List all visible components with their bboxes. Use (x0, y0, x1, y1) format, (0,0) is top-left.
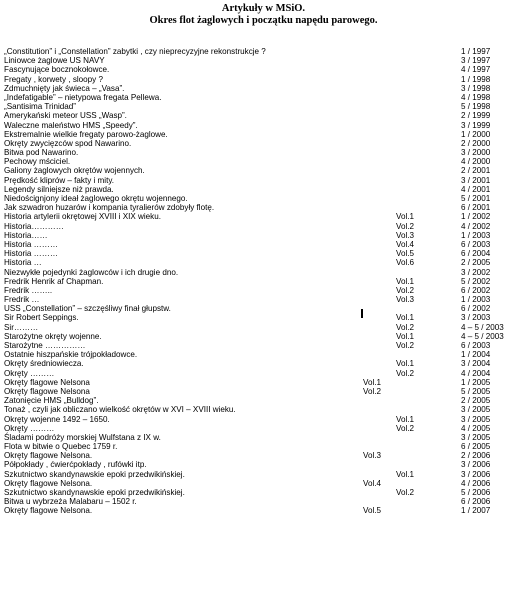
article-title: Waleczne maleństwo HMS „Speedy”. (4, 120, 138, 130)
article-issue: 6 / 2003 (461, 341, 491, 350)
article-row (0, 488, 527, 497)
article-title: Legendy silniejsze niż prawda. (4, 184, 114, 194)
article-issue: 1 / 2005 (461, 377, 491, 387)
article-volume: Vol.6 (396, 258, 415, 268)
article-issue: 1 / 2004 (461, 350, 491, 360)
article-title: Sir……… (4, 322, 39, 332)
article-row (0, 341, 527, 350)
article-volume: Vol.4 (396, 239, 415, 249)
article-title: Okręty flagowe Nelsona (4, 377, 90, 387)
article-row (0, 460, 527, 469)
article-title: Ekstremalnie wielkie fregaty parowo-żaglowe. (4, 129, 168, 139)
article-row (0, 479, 527, 488)
article-issue: 5 / 1998 (461, 102, 491, 112)
article-issue: 3 / 2006 (461, 469, 491, 479)
article-title: Flota w bitwie o Quebec 1759 r. (4, 442, 118, 452)
article-title: Historia………… (4, 221, 64, 231)
article-volume: Vol.2 (396, 322, 415, 332)
article-row (0, 470, 527, 479)
article-list (0, 47, 527, 516)
article-issue: 1 / 2002 (461, 212, 491, 222)
article-issue: 1 / 2003 (461, 295, 491, 305)
article-volume: Vol.3 (396, 230, 415, 240)
article-row (0, 102, 527, 111)
article-row (0, 415, 527, 424)
article-title: Pechowy mściciel. (4, 157, 71, 167)
article-issue: 2 / 2005 (461, 396, 491, 406)
article-issue: 4 / 1998 (461, 92, 491, 102)
article-title: Bitwa pod Nawarino. (4, 148, 79, 158)
article-volume: Vol.1 (396, 469, 415, 479)
article-title: USS „Constellation” – szczęśliwy finał głupstw. (4, 304, 171, 314)
article-issue: 4 – 5 / 2003 (461, 322, 504, 332)
article-volume: Vol.1 (396, 276, 415, 286)
article-row (0, 506, 527, 515)
article-row (0, 497, 527, 506)
article-row (0, 47, 527, 56)
article-title: Okręty flagowe Nelsona. (4, 451, 93, 461)
article-row (0, 396, 527, 405)
article-issue: 5 / 2002 (461, 276, 491, 286)
article-issue: 1 / 1998 (461, 74, 491, 84)
article-row (0, 249, 527, 258)
article-row (0, 231, 527, 240)
article-title: Okręty flagowe Nelsona (4, 386, 90, 396)
article-title: Liniowce żaglowe US NAVY (4, 56, 105, 66)
article-title: Szkutnictwo skandynawskie epoki przedwikińskiej. (4, 488, 185, 497)
article-row (0, 65, 527, 74)
article-title: Historia ……… (4, 239, 58, 249)
article-title: Historia ……… (4, 249, 58, 259)
article-issue: 3 / 2002 (461, 267, 491, 277)
article-row (0, 323, 527, 332)
article-row (0, 194, 527, 203)
article-issue: 2 / 1999 (461, 111, 491, 121)
article-row (0, 176, 527, 185)
article-title: Półpokłady , ćwierćpokłady , rufówki itp. (4, 460, 147, 470)
article-title: Galiony żaglowych okrętów wojennych. (4, 166, 145, 176)
article-row (0, 84, 527, 93)
article-volume: Vol.3 (396, 295, 415, 305)
article-title: Historia artylerii okrętowej XVIII i XIX wieku. (4, 212, 161, 222)
article-issue: 3 / 2000 (461, 148, 491, 158)
article-issue: 3 / 2004 (461, 359, 491, 369)
article-row (0, 222, 527, 231)
article-title: Okręty zwycięzców spod Nawarino. (4, 138, 132, 148)
article-row (0, 451, 527, 460)
article-issue: 2 / 2000 (461, 138, 491, 148)
article-issue: 3 / 2006 (461, 460, 491, 470)
article-row (0, 424, 527, 433)
document-subtitle: Okres flot żaglowych i początku napędu parowego. (149, 15, 378, 26)
article-issue: 3 / 2005 (461, 432, 491, 442)
article-volume: Vol.2 (363, 386, 382, 396)
article-title: Ostatnie hiszpańskie trójpokładowce. (4, 350, 138, 360)
article-issue: 4 / 1997 (461, 65, 491, 75)
article-title: Fredrik …….. (4, 285, 53, 295)
article-title: „Indefatigable” – nietypowa fregata Pellewa. (4, 92, 162, 102)
article-title: Amerykański meteor USS „Wasp”. (4, 111, 127, 121)
article-title: Prędkość kliprów – fakty i mity. (4, 175, 115, 185)
article-title: Starożytne …………… (4, 341, 86, 350)
article-title: Fascynujące bocznokołowce. (4, 65, 110, 75)
article-issue: 6 / 2002 (461, 304, 491, 314)
article-title: Zdmuchnięty jak świeca – „Vasa”. (4, 83, 125, 93)
article-title: Zatonięcie HMS „Bulldog”. (4, 396, 99, 406)
article-issue: 2 / 2001 (461, 166, 491, 176)
article-issue: 3 / 2001 (461, 175, 491, 185)
article-issue: 6 / 2005 (461, 442, 491, 452)
article-volume: Vol.2 (396, 368, 415, 378)
article-row (0, 185, 527, 194)
article-title: Okręty średniowiecza. (4, 359, 84, 369)
article-issue: 6 / 2002 (461, 285, 491, 295)
article-volume: Vol.2 (396, 221, 415, 231)
article-volume: Vol.4 (363, 478, 382, 488)
article-row (0, 268, 527, 277)
article-title: Tonaż , czyli jak obliczano wielkość okrętów w XVI – XVIII wieku. (4, 405, 236, 415)
article-volume: Vol.1 (396, 313, 415, 323)
article-row (0, 369, 527, 378)
article-issue: 6 / 2004 (461, 249, 491, 259)
article-issue: 5 / 2006 (461, 488, 491, 497)
article-volume: Vol.1 (396, 331, 415, 341)
article-row (0, 433, 527, 442)
article-issue: 4 / 2005 (461, 423, 491, 433)
article-row (0, 286, 527, 295)
article-row (0, 93, 527, 102)
article-title: Okręty ……… (4, 368, 55, 378)
article-issue: 6 / 2001 (461, 203, 491, 213)
article-issue: 3 / 1997 (461, 56, 491, 66)
article-title: Okręty flagowe Nelsona. (4, 506, 93, 516)
article-row (0, 121, 527, 130)
article-row (0, 203, 527, 212)
article-row (0, 405, 527, 414)
article-row (0, 111, 527, 120)
article-row (0, 387, 527, 396)
article-issue: 1 / 2007 (461, 506, 491, 516)
article-issue: 4 / 2002 (461, 221, 491, 231)
article-issue: 1 / 1997 (461, 47, 491, 56)
article-row (0, 130, 527, 139)
article-issue: 2 / 2006 (461, 451, 491, 461)
article-issue: 1 / 2000 (461, 129, 491, 139)
article-row (0, 359, 527, 368)
article-row (0, 313, 527, 322)
article-issue: 5 / 2001 (461, 194, 491, 203)
article-title: Fredrik … (4, 295, 40, 305)
article-row (0, 442, 527, 451)
article-row (0, 332, 527, 341)
article-volume: Vol.5 (396, 249, 415, 259)
article-volume: Vol.1 (396, 359, 415, 369)
article-title: Historia…… (4, 230, 48, 240)
article-row (0, 350, 527, 359)
article-issue: 2 / 2005 (461, 258, 491, 268)
article-row (0, 157, 527, 166)
article-issue: 3 / 2005 (461, 405, 491, 415)
article-volume: Vol.2 (396, 488, 415, 497)
article-row (0, 378, 527, 387)
article-issue: 3 / 2003 (461, 313, 491, 323)
article-row (0, 212, 527, 221)
document-title: Artykuły w MSiO. (221, 3, 306, 14)
article-title: Jak szwadron huzarów i kompania tyralierów zdobyły flotę. (4, 203, 215, 213)
article-volume: Vol.1 (396, 414, 415, 424)
article-title: Śladami podróży morskiej Wulfstana z IX w. (4, 432, 161, 442)
article-issue: 3 / 2005 (461, 414, 491, 424)
article-title: Fregaty , korwety , sloopy ? (4, 74, 103, 84)
article-volume: Vol.1 (396, 212, 415, 222)
article-title: Sir Robert Seppings. (4, 313, 79, 323)
article-issue: 4 / 2000 (461, 157, 491, 167)
article-issue: 3 / 1999 (461, 120, 491, 130)
article-issue: 6 / 2006 (461, 497, 491, 507)
article-title: Niedoścignjony ideał żaglowego okrętu wojennego. (4, 194, 188, 203)
text-cursor (361, 309, 363, 318)
article-volume: Vol.5 (363, 506, 382, 516)
article-issue: 3 / 1998 (461, 83, 491, 93)
article-row (0, 166, 527, 175)
article-row (0, 56, 527, 65)
article-title: Niezwykłe pojedynki żaglowców i ich drugie dno. (4, 267, 179, 277)
article-volume: Vol.3 (363, 451, 382, 461)
article-title: Okręty flagowe Nelsona. (4, 478, 93, 488)
article-issue: 6 / 2003 (461, 239, 491, 249)
article-title: Okręty wojenne 1492 – 1650. (4, 414, 110, 424)
article-title: Okręty ……… (4, 423, 55, 433)
article-row (0, 258, 527, 267)
article-title: „Santisima Trinidad” (4, 102, 76, 112)
article-issue: 4 / 2001 (461, 184, 491, 194)
article-title: Szkutnictwo skandynawskie epoki przedwikińskiej. (4, 469, 185, 479)
article-title: Starożytne okręty wojenne. (4, 331, 102, 341)
article-row (0, 139, 527, 148)
article-issue: 1 / 2003 (461, 230, 491, 240)
article-row (0, 295, 527, 304)
article-row (0, 277, 527, 286)
article-row (0, 148, 527, 157)
article-title: Fredrik Henrik af Chapman. (4, 276, 104, 286)
article-row (0, 75, 527, 84)
article-volume: Vol.2 (396, 341, 415, 350)
article-volume: Vol.2 (396, 423, 415, 433)
article-title: Bitwa u wybrzeża Malabaru – 1502 r. (4, 497, 137, 507)
article-issue: 4 / 2006 (461, 478, 491, 488)
article-row (0, 240, 527, 249)
article-volume: Vol.1 (363, 377, 382, 387)
article-issue: 4 / 2004 (461, 368, 491, 378)
article-issue: 5 / 2005 (461, 386, 491, 396)
article-title: „Constitution” i „Constellation” zabytki , czy nieprecyzyjne rekonstrukcje ? (4, 47, 266, 56)
article-volume: Vol.2 (396, 285, 415, 295)
article-title: Historia … (4, 258, 42, 268)
article-row (0, 304, 527, 313)
article-issue: 4 – 5 / 2003 (461, 331, 504, 341)
